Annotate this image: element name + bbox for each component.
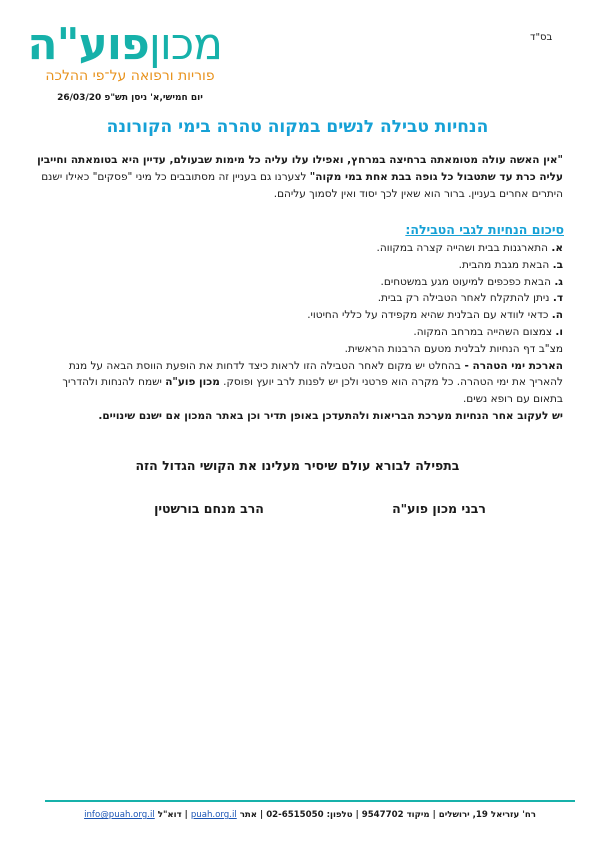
intro-paragraph [35,152,563,203]
signature-rabbi: הרב מנחם בורשטין [154,501,264,516]
list-text: הבאת כפכפים למיעוט מגע במשטחים. [380,275,555,288]
footer-address: רח' עזריאל 19, ירושלים | מיקוד 9547702 | טלפון: 02-6515050 | אתר [236,810,536,820]
list-letter: ו. [555,325,563,338]
list-text: כדאי לוודא עם הבלנית שהיא מקפידה על כללי החיטוי. [307,309,552,322]
page-title: הנחיות טבילה לנשים במקוה טהרה בימי הקורונה [106,117,489,137]
extension-end: ישמח להנחות ולהדריך בתאום עם רופא נשים. [62,376,563,406]
final-note [35,408,563,425]
list-item [35,290,563,307]
bsd-mark: בס"ד [530,32,553,43]
intro-quote: "אין האשה עולה מטומאתה ברחיצה במרחץ, ואפילו עלו עליה כל מימות שבעולם, עדיין היא בטומאתה וחייבין עליה כרת עד שתטבול כל גופה בבת אחת במי מקוה" [37,154,563,183]
logo-word-machon: מכון [148,19,222,70]
list-text: צמצום השהייה במרחב המקוה. [413,325,556,338]
list-letter: ה. [551,309,563,322]
puah-logo [27,19,222,70]
list-letter: ג. [554,275,563,288]
attachment-note: מצ"ב דף הנחיות לבלנית מטעם הרבנות הראשית. [344,342,563,355]
footer-email-label: | דוא"ל [154,810,191,820]
extension-text: בהחלט יש מקום לאחר הטבילה הזו לראות כיצד לדחות את הופעת הווסת הבאה על מנת להאריך את ימי הטהרה. כל מקרה הוא פרטני ולכן יש לפנות לרב יועץ ופוסק. [68,359,563,389]
summary-title: סיכום הנחיות לגבי הטבילה: [405,222,564,237]
list-text: ניתן להתקלח לאחר הטבילה רק בבית. [377,292,553,305]
list-item [35,274,563,291]
guidelines-list [35,240,563,425]
list-item [35,257,563,274]
list-item [35,240,563,257]
list-letter: א. [551,242,563,254]
extension-heading: הארכת ימי הטהרה - [460,359,563,372]
list-item [35,324,563,341]
list-letter: ד. [552,292,563,305]
final-note-text: יש לעקוב אחר הנחיות מערכת הבריאות ולהתעדכן באופן תדיר וכן באתר המכון אם ישנם שינויים. [98,409,563,422]
list-text: הבאת מגבת מהבית. [458,258,553,271]
signature-puah-rabbis: רבני מכון פוע"ה [392,501,486,516]
logo-subtitle: פוריות ורפואה על־פי ההלכה [45,68,215,84]
extension-puah: מכון פוע"ה [165,376,220,389]
logo-word-puah: פוע"ה [27,19,149,70]
intro-text: לצערנו גם בעניין זה מסתובבים כל מיני "פסקים" כאילו ישנם היתרים אחרים בעניין. ברור הוא שאין לכך יסוד ואין לסמוך עליהם. [41,171,563,200]
date-line: יום חמישי,א' ניסן תש"פ 26/03/20 [57,93,203,103]
prayer-line: בתפילה לבורא עולם שיסיר מעלינו את הקושי הגדול הזה [135,458,460,473]
website-link[interactable]: puah.org.il [190,810,237,820]
email-link[interactable]: info@puah.org.il [84,810,155,820]
list-text: התארגנות בבית ושהייה קצרה במקווה. [376,242,552,254]
extension-paragraph [35,358,563,408]
footer-divider [45,800,575,802]
list-letter: ב. [552,258,563,271]
footer-contact [45,810,575,820]
list-item [35,307,563,324]
